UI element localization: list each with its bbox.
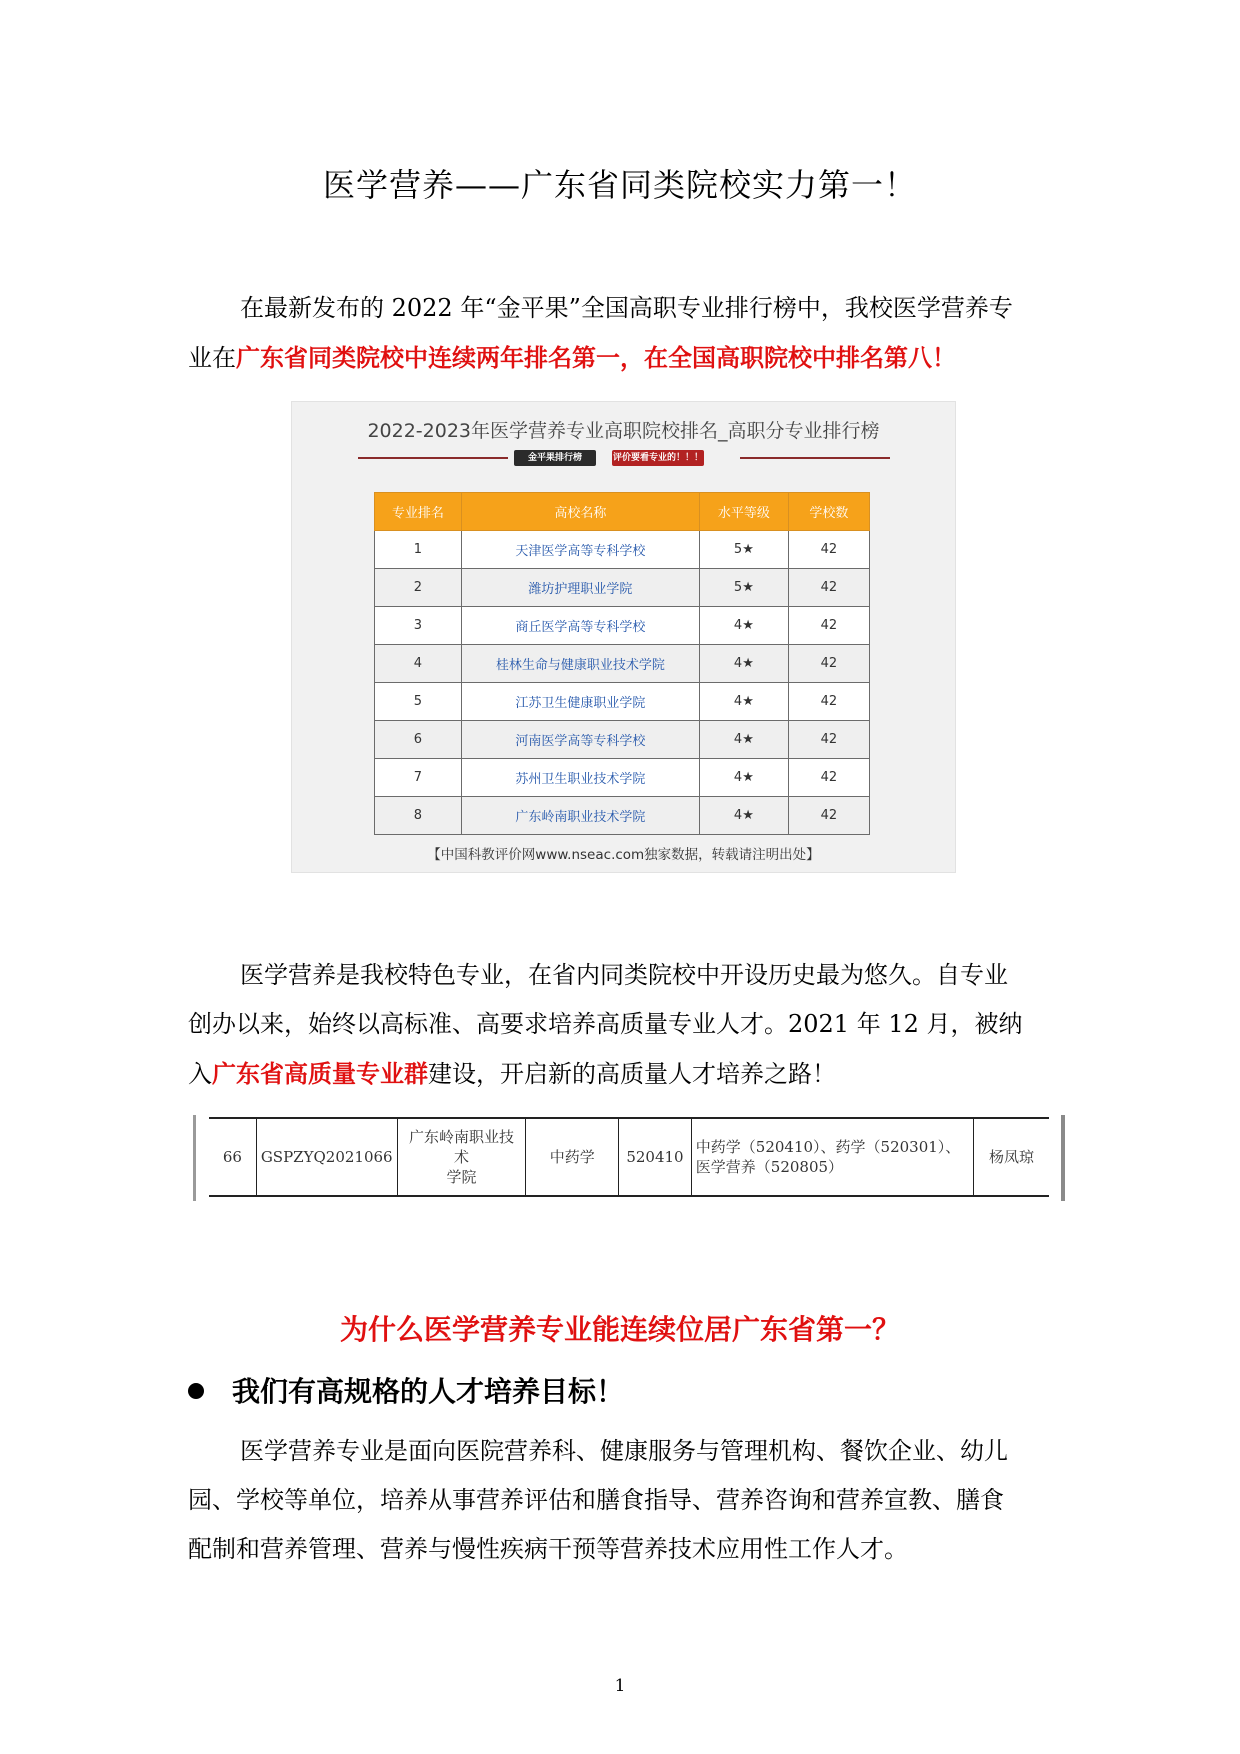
group-major: 中药学 bbox=[526, 1118, 619, 1196]
goal-line-1: 医学营养专业是面向医院营养科、健康服务与管理机构、餐饮企业、幼儿 bbox=[240, 1437, 1008, 1465]
rank-cell: 8 bbox=[375, 797, 462, 835]
count-cell: 42 bbox=[788, 797, 869, 835]
professional-group-image bbox=[193, 1115, 1065, 1201]
group-major-code: 520410 bbox=[619, 1118, 692, 1196]
table-row bbox=[375, 683, 870, 721]
level-cell: 4★ bbox=[699, 683, 788, 721]
goal-line-2: 园、学校等单位，培养从事营养评估和膳食指导、营养咨询和营养宣教、膳食 bbox=[188, 1486, 1004, 1514]
table-row bbox=[375, 759, 870, 797]
ranking-header-row bbox=[375, 493, 870, 531]
header-school: 高校名称 bbox=[461, 493, 699, 531]
header-count: 学校数 bbox=[788, 493, 869, 531]
intro-paragraph bbox=[188, 284, 1058, 383]
level-cell: 4★ bbox=[699, 797, 788, 835]
page-title: 医学营养——广东省同类院校实力第一！ bbox=[322, 166, 917, 204]
level-cell: 5★ bbox=[699, 569, 788, 607]
header-level: 水平等级 bbox=[699, 493, 788, 531]
count-cell: 42 bbox=[788, 721, 869, 759]
decor-line-left bbox=[358, 457, 508, 459]
tag-evaluation: 评价要看专业的！！！ bbox=[612, 450, 704, 466]
rank-cell: 6 bbox=[375, 721, 462, 759]
history-highlight: 广东省高质量专业群 bbox=[212, 1059, 428, 1088]
history-line-2: 创办以来，始终以高标准、高要求培养高质量专业人才。2021 年 12 月，被纳 bbox=[188, 1010, 1023, 1038]
ranking-title: 2022-2023年医学营养专业高职院校排名_高职分专业排行榜 bbox=[367, 420, 880, 442]
rank-cell: 3 bbox=[375, 607, 462, 645]
group-code: GSPZYQ2021066 bbox=[256, 1118, 397, 1196]
count-cell: 42 bbox=[788, 645, 869, 683]
table-row bbox=[209, 1118, 1049, 1196]
school-link[interactable]: 江苏卫生健康职业学院 bbox=[461, 683, 699, 721]
rank-cell: 4 bbox=[375, 645, 462, 683]
school-link[interactable]: 天津医学高等专科学校 bbox=[461, 531, 699, 569]
table-row bbox=[375, 569, 870, 607]
bullet-heading-text: 我们有高规格的人才培养目标！ bbox=[232, 1375, 625, 1408]
bullet-heading bbox=[188, 1370, 624, 1410]
school-link[interactable]: 苏州卫生职业技术学院 bbox=[461, 759, 699, 797]
ranking-table bbox=[374, 492, 870, 835]
table-row bbox=[375, 531, 870, 569]
history-paragraph bbox=[188, 951, 1058, 1099]
table-row bbox=[375, 721, 870, 759]
goal-paragraph bbox=[188, 1427, 1058, 1574]
level-cell: 4★ bbox=[699, 645, 788, 683]
ranking-source-note: 【中国科教评价网www.nseac.com独家数据，转载请注明出处】 bbox=[427, 847, 820, 863]
intro-line-2: 业在广东省同类院校中连续两年排名第一，在全国高职院校中排名第八！ bbox=[188, 343, 956, 372]
rank-cell: 5 bbox=[375, 683, 462, 721]
rank-cell: 7 bbox=[375, 759, 462, 797]
group-school: 广东岭南职业技术 学院 bbox=[397, 1118, 526, 1196]
header-rank: 专业排名 bbox=[375, 493, 462, 531]
group-majors: 中药学（520410）、药学（520301）、 医学营养（520805） bbox=[691, 1118, 973, 1196]
image-edge-right bbox=[1061, 1115, 1065, 1201]
group-no: 66 bbox=[209, 1118, 256, 1196]
school-link[interactable]: 河南医学高等专科学校 bbox=[461, 721, 699, 759]
level-cell: 4★ bbox=[699, 607, 788, 645]
table-row bbox=[375, 797, 870, 835]
bullet-icon bbox=[188, 1383, 204, 1399]
rank-cell: 2 bbox=[375, 569, 462, 607]
rank-cell: 1 bbox=[375, 531, 462, 569]
count-cell: 42 bbox=[788, 759, 869, 797]
goal-line-3: 配制和营养管理、营养与慢性疾病干预等营养技术应用性工作人才。 bbox=[188, 1535, 908, 1563]
intro-highlight: 广东省同类院校中连续两年排名第一，在全国高职院校中排名第八！ bbox=[236, 343, 956, 372]
history-line-1: 医学营养是我校特色专业，在省内同类院校中开设历史最为悠久。自专业 bbox=[240, 961, 1008, 989]
history-line-3: 入广东省高质量专业群建设，开启新的高质量人才培养之路！ bbox=[188, 1059, 836, 1088]
school-link[interactable]: 商丘医学高等专科学校 bbox=[461, 607, 699, 645]
decor-line-right bbox=[740, 457, 890, 459]
school-link[interactable]: 桂林生命与健康职业技术学院 bbox=[461, 645, 699, 683]
professional-group-table bbox=[209, 1117, 1049, 1197]
level-cell: 4★ bbox=[699, 759, 788, 797]
level-cell: 5★ bbox=[699, 531, 788, 569]
table-row bbox=[375, 607, 870, 645]
count-cell: 42 bbox=[788, 569, 869, 607]
school-link[interactable]: 广东岭南职业技术学院 bbox=[461, 797, 699, 835]
image-edge-left bbox=[193, 1115, 196, 1201]
count-cell: 42 bbox=[788, 607, 869, 645]
ranking-image bbox=[291, 401, 956, 873]
count-cell: 42 bbox=[788, 531, 869, 569]
school-link[interactable]: 潍坊护理职业学院 bbox=[461, 569, 699, 607]
level-cell: 4★ bbox=[699, 721, 788, 759]
section-heading: 为什么医学营养专业能连续位居广东省第一？ bbox=[339, 1313, 900, 1346]
group-leader: 杨凤琼 bbox=[974, 1118, 1049, 1196]
count-cell: 42 bbox=[788, 683, 869, 721]
tag-jinpingguo: 金平果排行榜 bbox=[514, 450, 596, 466]
intro-line-1: 在最新发布的 2022 年“金平果”全国高职专业排行榜中，我校医学营养专 bbox=[240, 294, 1013, 322]
page-number: 1 bbox=[614, 1676, 626, 1696]
table-row bbox=[375, 645, 870, 683]
